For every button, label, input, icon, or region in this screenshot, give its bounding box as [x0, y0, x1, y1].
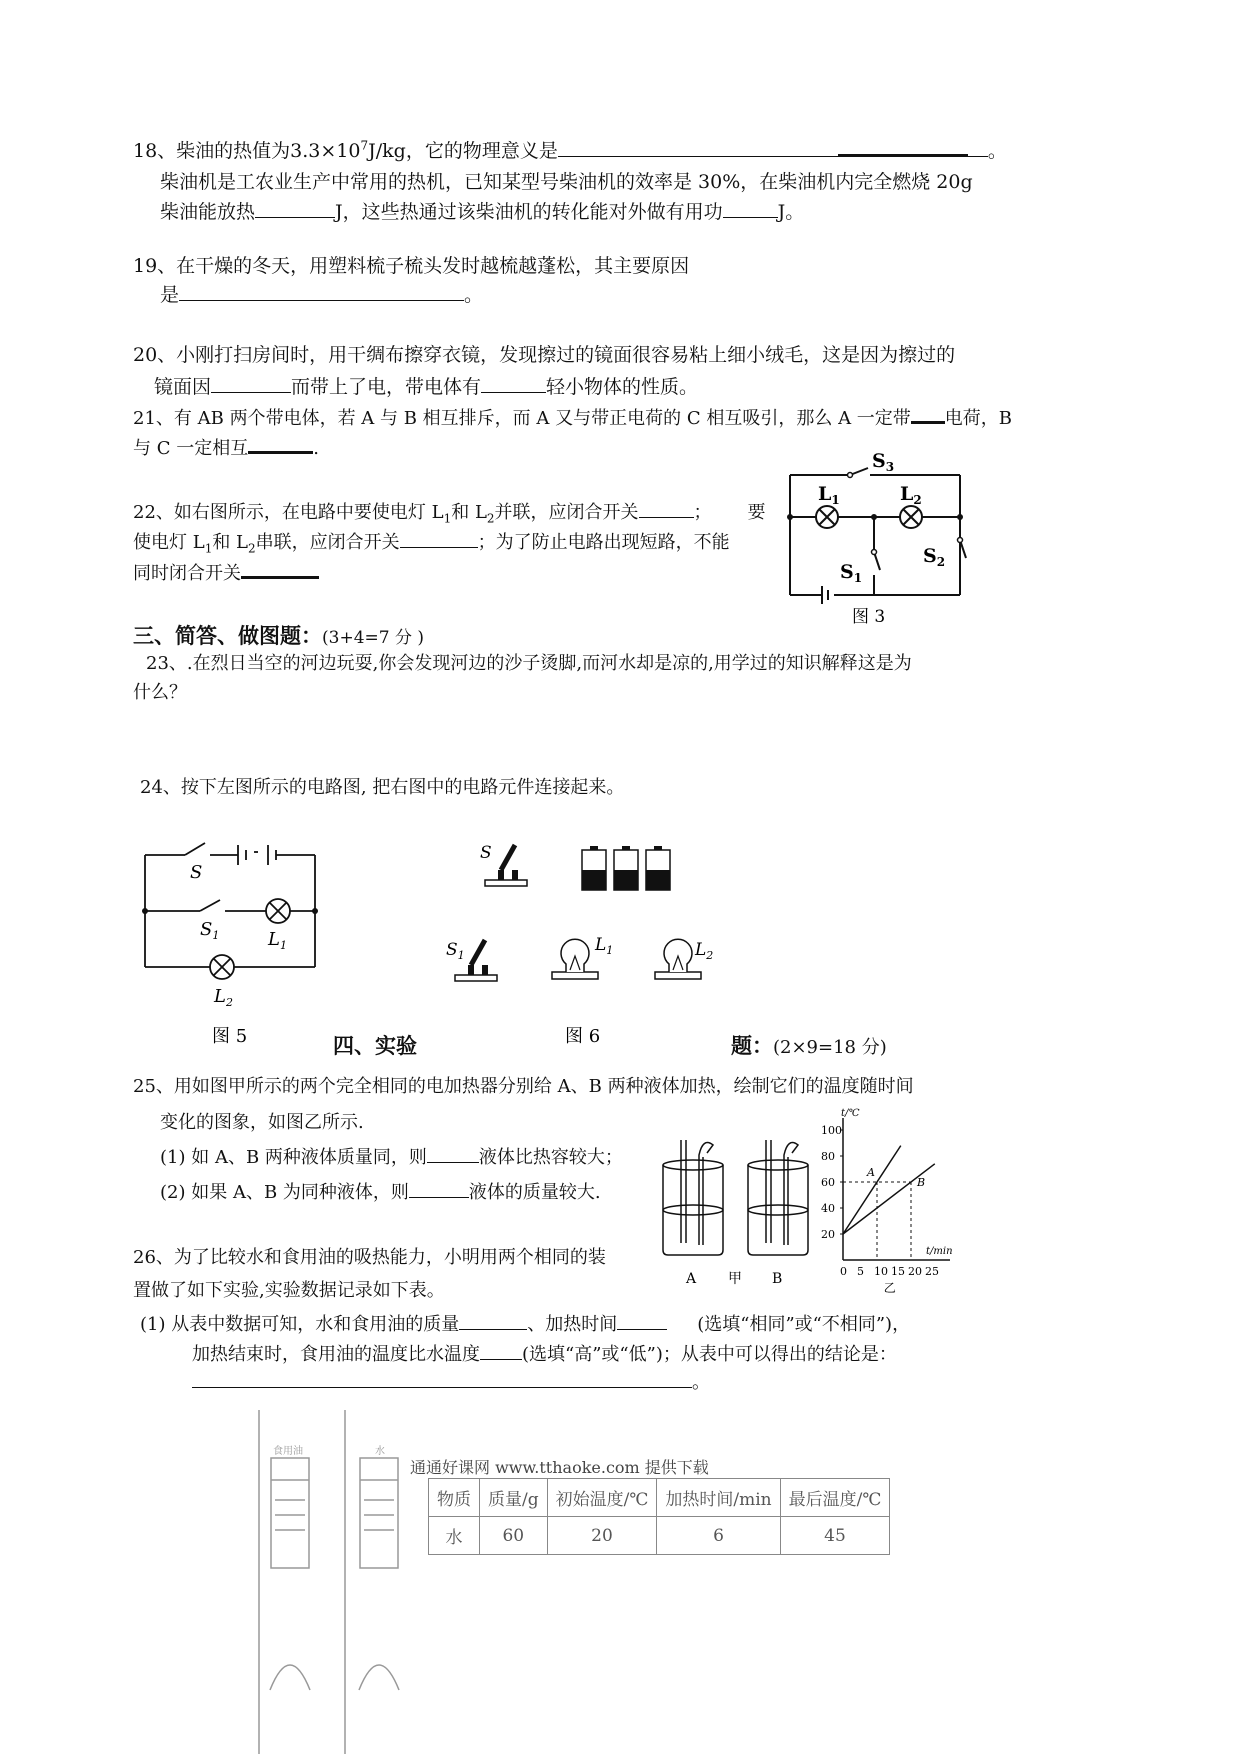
fig-jia-caption: 甲	[728, 1271, 742, 1287]
q21-text-a: 21、有 AB 两个带电体，若 A 与 B 相互排斥，而 A 又与带正电荷的 C 相互吸引，那么 A 一定带	[133, 408, 911, 429]
watermark: 通通好课网 www.tthaoke.com 提供下载	[410, 1458, 709, 1477]
q18-period: 。	[987, 140, 1007, 162]
q21-blank-1[interactable]	[911, 403, 945, 424]
graph-y-tick-label: 20	[821, 1228, 835, 1241]
graph-series-label: B	[917, 1176, 926, 1189]
q25-line3	[160, 1143, 623, 1169]
q18-exponent: 7	[360, 138, 369, 153]
table-header: 初始温度/℃	[547, 1479, 657, 1517]
q20-blank-2[interactable]	[481, 374, 546, 393]
graph-y-tick-label: 60	[821, 1176, 835, 1189]
q25-text-a: (1) 如 A、B 两种液体质量同，则	[160, 1147, 427, 1168]
battery-pack-icon[interactable]	[582, 846, 670, 890]
q18-blank-3[interactable]	[723, 199, 778, 218]
q18-line1	[133, 136, 1007, 163]
graph-y-label: t/℃	[841, 1108, 860, 1119]
q22-sub-4: 2	[248, 541, 256, 556]
q23-line2: 什么？	[133, 682, 187, 703]
q24-line1: 24、按下左图所示的电路图, 把右图中的电路元件连接起来。	[140, 777, 625, 798]
graph-caption: 乙	[883, 1281, 896, 1295]
table-cell: 水	[429, 1517, 480, 1555]
bulb-l2-icon[interactable]	[655, 939, 713, 979]
q22-text-h: 串联，应闭合开关	[255, 532, 400, 553]
q22-line3	[133, 558, 319, 585]
q19-blank[interactable]	[179, 282, 464, 301]
q22-sub-1: 1	[443, 511, 452, 526]
q22-text-c: 并联，应闭合开关	[494, 502, 639, 523]
graph-x-tick-label: 15	[891, 1265, 905, 1278]
lab-setup-image	[245, 1390, 405, 1754]
fig3-label-s1: $S_1$	[840, 561, 863, 585]
q20-blank-1[interactable]	[211, 374, 291, 393]
fig3-caption: 图 3	[852, 607, 886, 627]
q21-text-c: 与 C 一定相互	[133, 438, 249, 459]
graph-y-tick-label: 40	[821, 1202, 835, 1215]
section-3-heading	[133, 620, 424, 650]
fig3-label-s3: $S_3$	[872, 450, 895, 474]
graph-x-tick-label: 10	[874, 1265, 888, 1278]
q25-blank-2[interactable]	[409, 1179, 469, 1198]
q25-line1: 25、用如图甲所示的两个完全相同的电加热器分别给 A、B 两种液体加热，绘制它们的温度随时间	[133, 1076, 914, 1097]
fig-jia-label-b: B	[772, 1271, 783, 1287]
figure-3-circuit	[780, 440, 980, 630]
table-header-row	[429, 1479, 890, 1517]
figure-6-components	[440, 830, 740, 1050]
table-cell: 6	[657, 1517, 780, 1555]
q21-blank-2[interactable]	[248, 433, 313, 454]
q18-blank-1c[interactable]	[968, 138, 988, 157]
graph-x-tick-label: 5	[857, 1265, 864, 1278]
q26-line2: 置做了如下实验,实验数据记录如下表。	[133, 1280, 445, 1301]
q22-text-j: 同时闭合开关	[133, 563, 241, 584]
q26-text-b: 、加热时间	[527, 1314, 618, 1335]
q19-line2	[160, 280, 483, 307]
q26-text-c: (选填“相同”或“不相同”)，	[697, 1314, 911, 1335]
q22-text-g: 和 L	[212, 532, 249, 553]
q22-sub-2: 2	[486, 511, 495, 526]
q22-text-b: 和 L	[451, 502, 487, 523]
q22-blank-1[interactable]	[639, 499, 694, 518]
switch-s-icon[interactable]	[480, 843, 527, 886]
q26-text-f: 。	[692, 1372, 710, 1393]
graph-x-tick-label: 20	[908, 1265, 922, 1278]
table-header: 加热时间/min	[657, 1479, 780, 1517]
q25-line2: 变化的图象，如图乙所示.	[160, 1112, 364, 1133]
section-4-title-a: 四、实验	[333, 1034, 417, 1058]
section-3-score: (3+4=7 分 )	[322, 628, 425, 648]
q18-blank-1[interactable]	[558, 138, 838, 157]
graph-x-tick-label: 0	[840, 1265, 847, 1278]
q23-line1: 23、.在烈日当空的河边玩耍,你会发现河边的沙子烫脚,而河水却是凉的,用学过的知识解释这是为	[146, 653, 912, 674]
bulb-l1-icon[interactable]	[552, 935, 613, 979]
fig3-label-l2: $L_2$	[900, 483, 922, 507]
section-4-score: (2×9=18 分)	[773, 1037, 887, 1058]
fig6-label-s: S	[480, 843, 492, 863]
q22-line1	[133, 498, 766, 526]
fig6-label-s1: $S_1$	[446, 940, 465, 962]
q19-line1: 19、在干燥的冬天，用塑料梳子梳头发时越梳越蓬松，其主要原因	[133, 255, 690, 277]
q22-blank-2[interactable]	[400, 529, 478, 548]
q26-line3	[140, 1310, 910, 1336]
q18-text-a: 18、柴油的热值为3.3×10	[133, 140, 361, 162]
table-row	[429, 1517, 890, 1555]
graph-x-label: t/min	[926, 1246, 953, 1257]
q26-line1: 26、为了比较水和食用油的吸热能力，小明用两个相同的装	[133, 1247, 606, 1268]
q20-text-a: 镜面因	[154, 376, 212, 398]
q26-blank-2[interactable]	[617, 1311, 667, 1330]
graph-y-tick-label: 100	[821, 1124, 842, 1137]
q18-blank-1b[interactable]	[838, 136, 968, 157]
table-header: 最后温度/℃	[780, 1479, 890, 1517]
fig6-label-l1: $L_1$	[595, 935, 614, 957]
table-header: 质量/g	[480, 1479, 548, 1517]
fig5-caption: 图 5	[212, 1026, 248, 1047]
q26-line4	[192, 1340, 897, 1366]
q18-line2: 柴油机是工农业生产中常用的热机，已知某型号柴油机的效率是 30%，在柴油机内完全燃烧 20g	[160, 171, 973, 193]
q21-text-d: .	[313, 438, 319, 459]
fig5-label-s1: $S_1$	[200, 919, 220, 942]
q22-text-i: ；为了防止电路出现短路，不能	[477, 532, 730, 553]
q22-sub-3: 1	[204, 541, 213, 556]
graph-y-tick-label: 80	[821, 1150, 835, 1163]
beaker-label-water: 水	[375, 1446, 385, 1457]
section-4-heading-b	[731, 1030, 887, 1060]
q26-text-e: (选填“高”或“低”)；从表中可以得出的结论是：	[522, 1344, 897, 1365]
table-cell: 60	[480, 1517, 548, 1555]
q20-text-c: 轻小物体的性质。	[546, 376, 699, 398]
fig5-label-l1: $L_1$	[268, 929, 287, 952]
fig6-label-l2: $L_2$	[695, 940, 714, 962]
fig5-label-s: S	[190, 862, 203, 883]
figure-jia-beakers	[655, 1125, 815, 1295]
q21-line2	[133, 433, 319, 460]
beaker-label-oil: 食用油	[273, 1446, 303, 1457]
q19-text-a: 是	[160, 284, 180, 306]
q26-blank-1[interactable]	[459, 1311, 527, 1330]
q18-text-d: J，这些热通过该柴油机的转化能对外做有用功	[335, 201, 723, 223]
q25-text-d: 液体的质量较大.	[468, 1182, 601, 1203]
q21-text-b: 电荷，B	[944, 408, 1013, 429]
table-header: 物质	[429, 1479, 480, 1517]
fig6-caption: 图 6	[565, 1026, 601, 1047]
q25-text-b: 液体比热容较大；	[478, 1147, 623, 1168]
q26-text-a: (1) 从表中数据可知，水和食用油的质量	[140, 1314, 460, 1335]
fig-jia-label-a: A	[686, 1271, 697, 1287]
q18-text-e: J。	[777, 201, 805, 223]
fig3-label-s2: $S_2$	[923, 545, 946, 569]
q25-blank-1[interactable]	[427, 1144, 479, 1163]
q20-line2	[154, 372, 698, 399]
q22-text-a: 22、如右图所示，在电路中要使电灯 L	[133, 502, 444, 523]
q19-text-b: 。	[464, 284, 484, 306]
q26-blank-3[interactable]	[480, 1341, 522, 1360]
graph-series-label: A	[867, 1166, 875, 1179]
q26-blank-4[interactable]	[192, 1369, 692, 1388]
graph-x-tick-label: 25	[925, 1265, 939, 1278]
q25-text-c: (2) 如果 A、B 为同种液体，则	[160, 1182, 409, 1203]
q26-text-d: 加热结束时，食用油的温度比水温度	[192, 1344, 480, 1365]
fig3-label-l1: $L_1$	[818, 483, 840, 507]
q18-line3	[160, 197, 804, 224]
q22-text-e: 要	[747, 502, 766, 523]
figure-yi-graph	[815, 1100, 955, 1300]
fig5-label-l2: $L_2$	[214, 986, 233, 1009]
q22-text-f: 使电灯 L	[133, 532, 205, 553]
q21-line1	[133, 403, 1012, 430]
switch-s1-icon[interactable]	[446, 940, 497, 981]
q20-text-b: 而带上了电，带电体有	[291, 376, 482, 398]
q18-blank-2[interactable]	[255, 199, 335, 218]
q25-line4	[160, 1178, 601, 1204]
q18-text-c: 柴油能放热	[160, 201, 256, 223]
table-cell: 20	[547, 1517, 657, 1555]
q20-line1: 20、小刚打扫房间时，用干绸布擦穿衣镜，发现擦过的镜面很容易粘上细小绒毛，这是因为擦过的	[133, 344, 956, 366]
section-3-title: 三、简答、做图题：	[133, 624, 322, 648]
graph-series-b	[843, 1164, 935, 1234]
data-table	[428, 1478, 890, 1555]
section-4-title-b: 题：	[731, 1034, 773, 1058]
q22-line2	[133, 528, 730, 556]
figure-5-circuit	[130, 830, 330, 1050]
q18-text-b: J/kg，它的物理意义是	[368, 140, 558, 162]
graph-series-a	[843, 1146, 901, 1234]
q22-text-d: ；	[693, 502, 712, 523]
q22-blank-3[interactable]	[241, 558, 319, 579]
table-cell: 45	[780, 1517, 890, 1555]
